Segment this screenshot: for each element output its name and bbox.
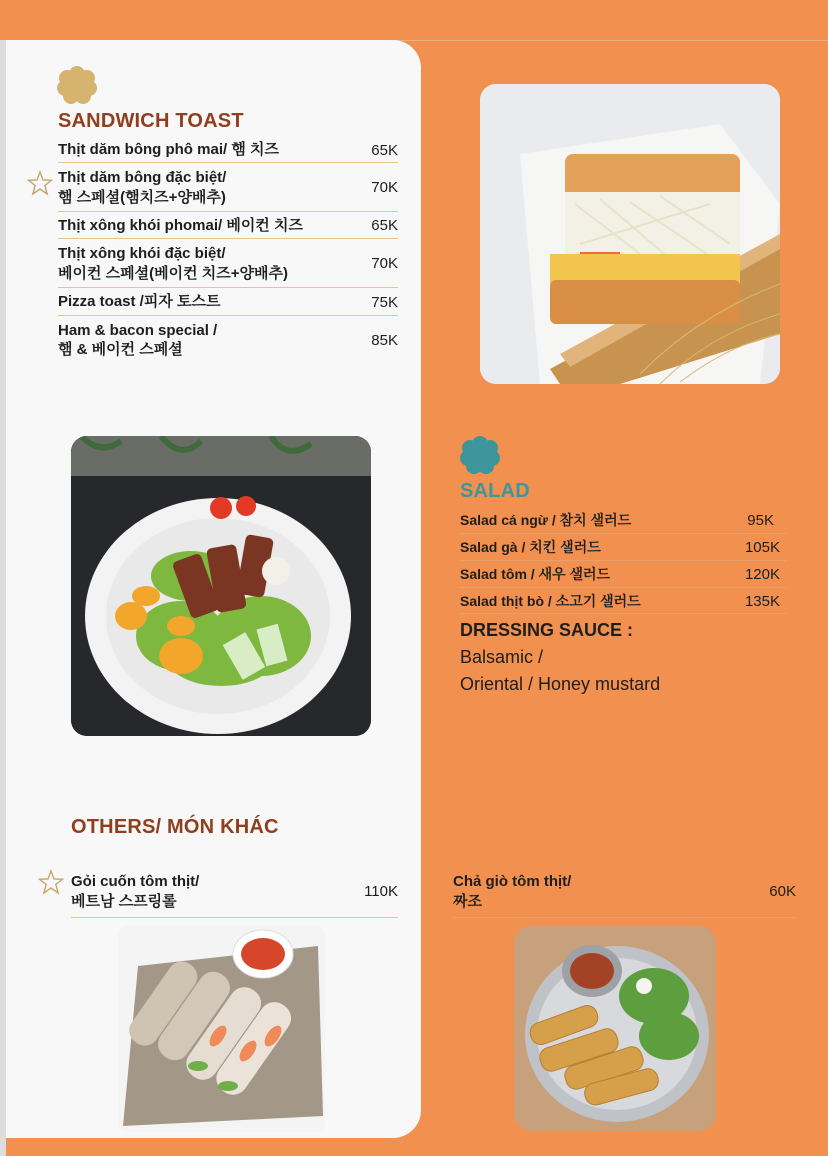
star-icon [27,170,53,196]
item-price: 95K [747,512,774,529]
menu-item [460,535,786,561]
item-name: Salad gà / 치킨 샐러드 [460,539,601,556]
fried-roll-photo [514,926,716,1131]
item-price: 70K [371,179,398,196]
menu-item [58,317,398,363]
dressing-line: Oriental / Honey mustard [460,674,661,694]
flower-icon [459,434,501,476]
item-name: Thịt dăm bông phô mai/ 햄 치즈 [58,141,279,159]
item-price: 110K [364,883,398,900]
star-icon [38,869,64,895]
item-name: Thịt dăm bông đặc biệt/ 햄 스페셜(햄치즈+양배추) [58,169,227,206]
salad-photo [71,436,371,736]
menu-item [58,138,398,163]
menu-item [453,866,796,918]
flower-icon [56,64,98,106]
item-name: Thịt xông khói phomai/ 베이컨 치즈 [58,216,303,234]
menu-item [71,866,398,918]
menu-item [58,213,398,239]
spring-roll-photo [118,926,325,1132]
menu-item [460,562,786,588]
menu-item [58,240,398,288]
top-bar [0,0,828,41]
others-title: OTHERS/ MÓN KHÁC [71,816,279,838]
menu-item [58,289,398,316]
menu-item [460,589,786,614]
item-name: Pizza toast /피자 토스트 [58,293,221,311]
item-price: 60K [769,883,796,900]
item-price: 70K [371,255,398,272]
item-price: 65K [371,217,398,234]
item-name: Salad thịt bò / 소고기 샐러드 [460,592,641,609]
sandwich-title: SANDWICH TOAST [58,110,244,132]
item-price: 120K [744,566,780,583]
item-price: 65K [371,141,398,159]
item-price: 85K [371,331,398,349]
item-name: Salad tôm / 새우 샐러드 [460,566,611,583]
salad-title: SALAD [460,480,530,502]
item-price: 105K [744,539,780,556]
item-name: Gỏi cuốn tôm thịt/ 베트남 스프링롤 [71,873,200,910]
menu-item [460,508,786,534]
item-name: Thịt xông khói đặc biệt/ 베이컨 스페셜(베이컨 치즈+양배추) [58,245,288,282]
dressing-sauce [460,617,660,698]
item-price: 135K [744,592,780,610]
dressing-line: Balsamic / [460,647,544,667]
item-name: Chả giò tôm thịt/ 짜조 [453,873,572,910]
item-price: 75K [371,293,398,311]
item-name: Ham & bacon special / 햄 & 베이컨 스페셜 [58,321,218,358]
dressing-title: DRESSING SAUCE : [460,620,634,640]
sandwich-photo [480,84,780,384]
menu-item [58,164,398,212]
item-name: Salad cá ngừ / 참치 샐러드 [460,512,632,529]
